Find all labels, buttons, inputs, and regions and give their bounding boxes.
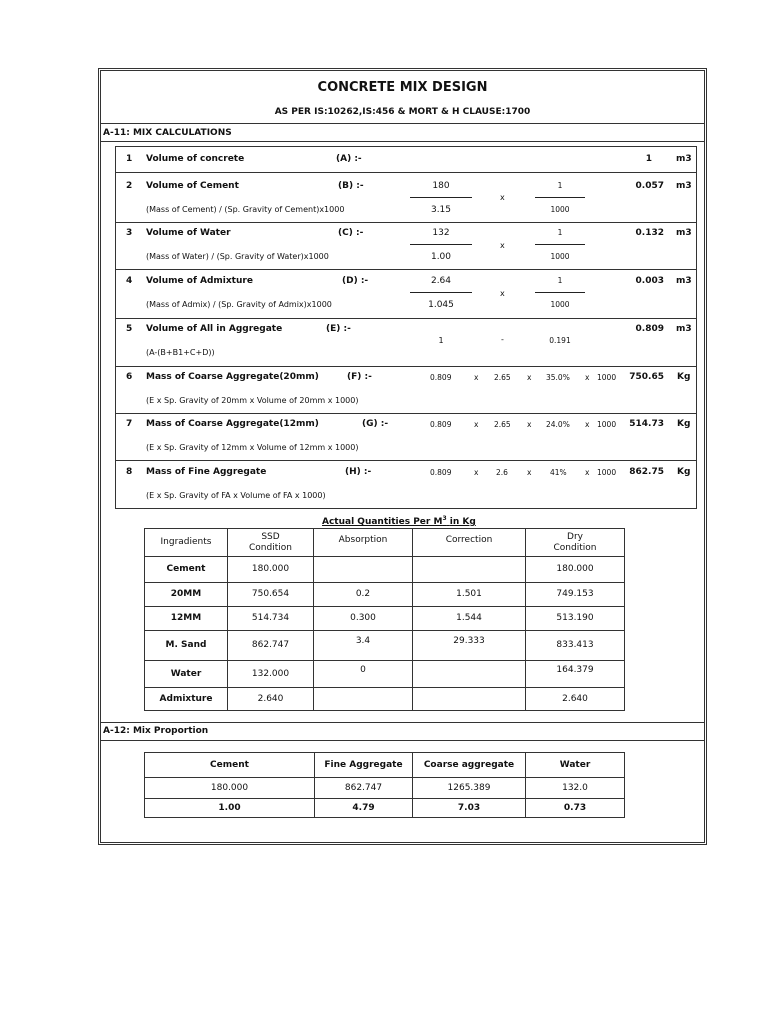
multiply-sign: x xyxy=(585,420,590,429)
factor: 1000 xyxy=(597,373,617,382)
column-header: Correction xyxy=(413,529,526,557)
row-unit: m3 xyxy=(676,276,692,286)
factor: 24.0% xyxy=(546,420,570,429)
divider xyxy=(100,123,705,124)
factor: 2.65 xyxy=(494,420,511,429)
table-cell: 180.000 xyxy=(145,778,315,799)
table-row xyxy=(145,688,625,711)
ingredient-cell: 20MM xyxy=(145,583,228,607)
row-number: 1 xyxy=(126,154,133,164)
multiply-sign: x xyxy=(527,420,532,429)
multiply-sign: x xyxy=(500,241,505,250)
factor: 35.0% xyxy=(546,373,570,382)
row-result: 1 xyxy=(645,154,652,164)
table-row xyxy=(145,583,625,607)
row-label: Volume of Admixture xyxy=(146,276,253,286)
table-cell: 3.4 xyxy=(314,631,413,661)
quantities-title-sup: 3 xyxy=(442,515,447,522)
row-formula: (E x Sp. Gravity of FA x Volume of FA x 1000) xyxy=(146,491,326,500)
table-cell: 29.333 xyxy=(413,631,526,661)
row-label: Volume of All in Aggregate xyxy=(146,324,283,334)
fraction-numerator: 1 xyxy=(557,181,563,190)
row-number: 3 xyxy=(126,228,133,238)
row-label: Volume of concrete xyxy=(146,154,245,164)
fraction-numerator: 1 xyxy=(557,276,563,285)
factor: 0.809 xyxy=(430,420,452,429)
row-unit: Kg xyxy=(677,372,691,382)
row-tag: (B) :- xyxy=(338,181,364,191)
factor: 1000 xyxy=(597,468,617,477)
table-cell: 132.000 xyxy=(228,661,314,688)
fraction-bar xyxy=(410,244,472,245)
row-result: 0.809 xyxy=(635,324,664,334)
row-result: 750.65 xyxy=(629,372,664,382)
fraction-denominator: 1000 xyxy=(550,205,570,214)
row-result: 862.75 xyxy=(629,467,664,477)
table-cell: 513.190 xyxy=(526,607,625,631)
row-divider xyxy=(115,269,697,270)
table-row xyxy=(145,799,625,818)
fraction-bar xyxy=(410,197,472,198)
table-cell: 749.153 xyxy=(526,583,625,607)
row-unit: Kg xyxy=(677,419,691,429)
ingredient-cell: Water xyxy=(145,661,228,688)
row-label: Volume of Cement xyxy=(146,181,239,191)
row-tag: (A) :- xyxy=(336,154,362,164)
row-tag: (H) :- xyxy=(345,467,372,477)
row-divider xyxy=(115,366,697,367)
column-header: Dry Condition xyxy=(526,529,625,557)
multiply-sign: x xyxy=(527,373,532,382)
table-cell: 180.000 xyxy=(526,557,625,583)
multiply-sign: x xyxy=(500,193,505,202)
row-formula: (Mass of Admix) / (Sp. Gravity of Admix)x1000 xyxy=(146,300,332,309)
factor: 2.65 xyxy=(494,373,511,382)
row-divider xyxy=(115,413,697,414)
multiply-sign: x xyxy=(474,420,479,429)
section-heading-a11: A-11: MIX CALCULATIONS xyxy=(103,128,232,138)
column-header: Cement xyxy=(145,753,315,778)
table-cell: 132.0 xyxy=(526,778,625,799)
column-header: Water xyxy=(526,753,625,778)
multiply-sign: x xyxy=(585,468,590,477)
table-cell: 0.300 xyxy=(314,607,413,631)
fraction-bar xyxy=(535,197,585,198)
table-cell: 1.544 xyxy=(413,607,526,631)
divider xyxy=(100,740,705,741)
row-unit: m3 xyxy=(676,228,692,238)
ingredient-cell: 12MM xyxy=(145,607,228,631)
table-cell xyxy=(314,557,413,583)
row-tag: (G) :- xyxy=(362,419,389,429)
section-heading-a12: A-12: Mix Proportion xyxy=(103,726,209,736)
row-label: Mass of Coarse Aggregate(12mm) xyxy=(146,419,319,429)
table-cell: 1265.389 xyxy=(413,778,526,799)
ingredient-cell: Admixture xyxy=(145,688,228,711)
table-cell xyxy=(413,557,526,583)
fraction-denominator: 1.045 xyxy=(428,300,454,310)
fraction-denominator: 1000 xyxy=(550,300,570,309)
table-cell: 833.413 xyxy=(526,631,625,661)
ratio-cell: 4.79 xyxy=(315,799,413,818)
multiply-sign: x xyxy=(500,289,505,298)
fraction-bar xyxy=(535,244,585,245)
multiply-sign: x xyxy=(585,373,590,382)
column-header: Fine Aggregate xyxy=(315,753,413,778)
row-unit: m3 xyxy=(676,154,692,164)
table-cell xyxy=(314,688,413,711)
ingredient-cell: Cement xyxy=(145,557,228,583)
column-header: Ingradients xyxy=(145,529,228,557)
row-unit: m3 xyxy=(676,324,692,334)
fraction-numerator: 180 xyxy=(432,181,450,191)
factor: 41% xyxy=(550,468,567,477)
row-unit: Kg xyxy=(677,467,691,477)
row-divider xyxy=(115,222,697,223)
fraction-denominator: 1.00 xyxy=(430,252,452,262)
row-result: 0.132 xyxy=(635,228,664,238)
table-cell: 0 xyxy=(314,661,413,688)
column-header: SSD Condition xyxy=(228,529,314,557)
row-formula: (A-(B+B1+C+D)) xyxy=(146,348,215,357)
table-cell: 862.747 xyxy=(228,631,314,661)
row-label: Mass of Fine Aggregate xyxy=(146,467,267,477)
quantities-title xyxy=(322,516,476,527)
quantities-title-suffix: in Kg xyxy=(449,517,476,527)
row-number: 8 xyxy=(126,467,133,477)
table-cell: 2.640 xyxy=(526,688,625,711)
table-cell xyxy=(413,688,526,711)
table-row xyxy=(145,557,625,583)
fraction-numerator: 2.64 xyxy=(430,276,452,286)
row-unit: m3 xyxy=(676,181,692,191)
ingredient-cell: M. Sand xyxy=(145,631,228,661)
table-cell: 0.2 xyxy=(314,583,413,607)
multiply-sign: x xyxy=(527,468,532,477)
table-row xyxy=(145,607,625,631)
row-number: 2 xyxy=(126,181,133,191)
fraction-denominator: 1000 xyxy=(550,252,570,261)
quantities-title-text: Actual Quantities Per M xyxy=(322,517,443,527)
row-label: Mass of Coarse Aggregate(20mm) xyxy=(146,372,319,382)
factor: 0.809 xyxy=(430,468,452,477)
row-divider xyxy=(115,172,697,173)
row-tag: (D) :- xyxy=(342,276,369,286)
table-cell: 2.640 xyxy=(228,688,314,711)
table-cell: 862.747 xyxy=(315,778,413,799)
row-tag: (E) :- xyxy=(326,324,351,334)
row-divider xyxy=(115,318,697,319)
table-row xyxy=(145,778,625,799)
table-cell: 164.379 xyxy=(526,661,625,688)
table-cell: 750.654 xyxy=(228,583,314,607)
row-number: 5 xyxy=(126,324,133,334)
row-result: 0.003 xyxy=(635,276,664,286)
row-number: 7 xyxy=(126,419,133,429)
multiply-sign: x xyxy=(474,468,479,477)
fraction-bar xyxy=(535,292,585,293)
table-cell: 514.734 xyxy=(228,607,314,631)
table-row xyxy=(145,661,625,688)
page-title: CONCRETE MIX DESIGN xyxy=(317,80,488,95)
table-cell: 180.000 xyxy=(228,557,314,583)
quantities-table xyxy=(144,528,625,711)
factor: 1000 xyxy=(597,420,617,429)
row-formula: (Mass of Cement) / (Sp. Gravity of Cement)x1000 xyxy=(146,205,345,214)
column-header: Absorption xyxy=(314,529,413,557)
row-result: 514.73 xyxy=(629,419,664,429)
table-row xyxy=(145,631,625,661)
table-header-row xyxy=(145,753,625,778)
divider xyxy=(100,141,705,142)
table-cell: 1.501 xyxy=(413,583,526,607)
mix-proportion-table xyxy=(144,752,625,818)
page-subtitle: AS PER IS:10262,IS:456 & MORT & H CLAUSE:1700 xyxy=(274,107,531,117)
fraction-denominator: 3.15 xyxy=(430,205,452,215)
fraction-bar xyxy=(410,292,472,293)
fraction-numerator: 132 xyxy=(432,228,450,238)
row-formula: (E x Sp. Gravity of 12mm x Volume of 12mm x 1000) xyxy=(146,443,359,452)
row-formula: (Mass of Water) / (Sp. Gravity of Water)x1000 xyxy=(146,252,329,261)
column-header: Coarse aggregate xyxy=(413,753,526,778)
row-tag: (F) :- xyxy=(347,372,372,382)
row-tag: (C) :- xyxy=(338,228,364,238)
multiply-sign: x xyxy=(474,373,479,382)
row-label: Volume of Water xyxy=(146,228,231,238)
ratio-cell: 1.00 xyxy=(145,799,315,818)
minus-sign: - xyxy=(501,335,504,344)
ratio-cell: 7.03 xyxy=(413,799,526,818)
row-number: 6 xyxy=(126,372,133,382)
operand: 0.191 xyxy=(549,336,571,345)
factor: 0.809 xyxy=(430,373,452,382)
table-cell xyxy=(413,661,526,688)
row-number: 4 xyxy=(126,276,133,286)
divider xyxy=(100,722,705,723)
row-divider xyxy=(115,460,697,461)
ratio-cell: 0.73 xyxy=(526,799,625,818)
operand: 1 xyxy=(438,336,444,345)
fraction-numerator: 1 xyxy=(557,228,563,237)
row-result: 0.057 xyxy=(635,181,664,191)
table-header-row xyxy=(145,529,625,557)
row-formula: (E x Sp. Gravity of 20mm x Volume of 20mm x 1000) xyxy=(146,396,359,405)
factor: 2.6 xyxy=(496,468,508,477)
